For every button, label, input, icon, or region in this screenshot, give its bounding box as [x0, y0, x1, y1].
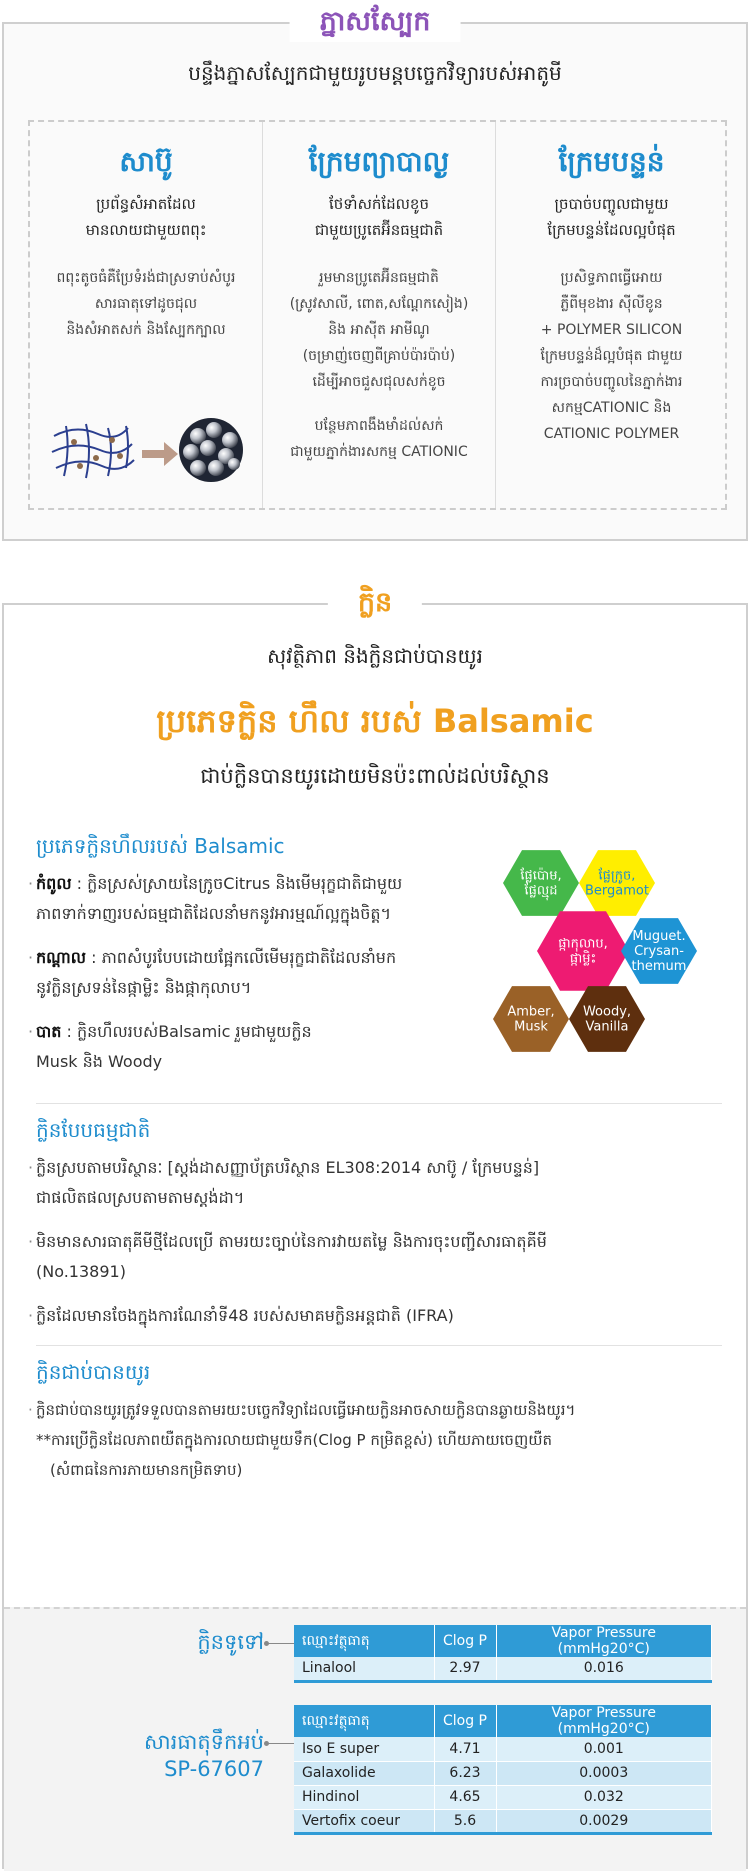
- comparison-tables: [4, 1607, 746, 1871]
- connector-dot: [264, 1641, 269, 1646]
- hexagon-apple: [503, 850, 579, 916]
- hexagon-label-line: Crysan-: [634, 944, 684, 959]
- fragrance-subhead: ជាប់ក្លិនបានយូរដោយមិនប៉ះពាល់ដល់បរិស្ថាន: [200, 764, 550, 788]
- hexagon-muguet-label: [632, 929, 687, 974]
- table-header-row: ឈ្មោះវត្ថុធាតុ Clog P Vapor Pressure (mmHg20°C): [294, 1705, 712, 1737]
- shampoo-column: [30, 122, 262, 508]
- hexagon-apple-label: [520, 867, 561, 901]
- lasting-heading: ក្លិនជាប់បានយូរ: [36, 1360, 151, 1384]
- connector-line: [266, 1743, 294, 1744]
- natural-item-1: · ក្លិនស្របតាមបរិស្ថានៈ [ស្តង់ដាសញ្ញាប័ត្របរិស្ថាន EL308:2014 សាប៊ូ / ក្រែមបន្ទន់] ជាផលិតផលស្របតាមតាមស្តង់ដា។: [36, 1153, 716, 1213]
- connector-line: [266, 1643, 294, 1644]
- note-middle: · កណ្តាល : ភាពសំបូរបែបដោយផ្អែកលើមើមរុក្ខជាតិដែលនាំមក នូវក្លិនស្រទន់នៃផ្កាម្លិះ និងផ្កាកុលាប។: [36, 943, 476, 1003]
- perfume-label: សារធាតុទឹកអប់ SP-67607: [144, 1730, 264, 1781]
- natural-heading: ក្លិនបែបធម្មជាតិ: [36, 1118, 151, 1142]
- shampoo-title: សាប៊ូ: [119, 145, 173, 178]
- conditioner-subtitle: ច្របាច់បញ្ចូលជាមួយ ក្រែមបន្ទន់ដែលល្អបំផុត: [547, 195, 676, 239]
- hexagon-label-line: themum: [631, 959, 687, 974]
- hexagon-citrus: [579, 850, 655, 916]
- fragrance-section: [2, 587, 748, 1869]
- hexagon-label-line: Amber,: [507, 1004, 555, 1020]
- hexagon-label-line: ផ្លែក្រូច,: [598, 868, 636, 884]
- membrane-section: [2, 6, 748, 541]
- general-fragrance-label: ក្លិនទូទៅ: [197, 1630, 264, 1654]
- treatment-description: រួមមានប្រូតេអ៊ីនធម្មជាតិ (ស្រូវសាលី, ពោត,សណ្តែកសៀង) និង អាស៊ីត អាមីណូ (ចម្រាញ់ចេញពីគ្រាប់ប៉ារប៉ាប់) ដើម្បីអាចជួសជុលសក់ខូច: [289, 270, 469, 390]
- fragrance-intro: សុវត្ថិភាព និងក្លិនជាប់បានយូរ: [267, 644, 483, 668]
- hexagon-label-line: ផ្លែប៉ោម,: [520, 868, 562, 884]
- fragrance-hexagon-chart: [491, 839, 731, 1079]
- membrane-title: ភ្នាសស្បែក: [290, 2, 461, 42]
- shampoo-description: ពពុះតូចធំគឺប្រែទំរង់ជាស្រទាប់សំបូរ សារធាតុទៅដូចជុល និងសំអាតសក់ និងស្បែកក្បាល: [56, 270, 236, 338]
- hexagon-label-line: Musk: [514, 1019, 548, 1035]
- note-top: · កំពូល : ក្លិនស្រស់ស្រាយនៃក្រូចCitrus និងមើមរុក្ខជាតិជាមួយ ភាពទាក់ទាញរបស់ធម្មជាតិដែលនាំមកនូវអារម្មណ៍ល្អក្នុងចិត្ត។: [36, 869, 476, 929]
- conditioner-column: [496, 122, 727, 508]
- hexagon-label-line: ផ្កាកុលាប,: [558, 936, 608, 952]
- hexagon-rose: [537, 911, 629, 991]
- conditioner-description: ប្រសិទ្ធភាពធ្វើអោយ ភ្លឺពីមុខងារ ស៊ីលីខូន + POLYMER SILICON ក្រែមបន្ទន់ដ៏ល្អបំផុត ជាមួយ ការច្របាច់បញ្ចូលនៃភ្នាក់ងារ សកម្មCATIONIC និង CATIONIC POLYMER: [540, 270, 683, 442]
- divider: [36, 1345, 722, 1346]
- fragrance-headline: ប្រភេទក្លិន ហឹល របស់ Balsamic: [156, 702, 594, 740]
- table-row: Galaxolide 6.23 0.0003: [294, 1761, 712, 1785]
- hexagon-label-line: Woody,: [582, 1004, 632, 1020]
- general-fragrance-table: [294, 1625, 712, 1683]
- product-panel: [28, 120, 727, 510]
- foam-illustration: [46, 406, 246, 486]
- natural-item-2: · មិនមានសារធាតុគីមីថ្មីដែលប្រើ តាមរយះច្បាប់នៃការវាយតម្លៃ និងការចុះបញ្ជីសារធាតុគីមី (No.13891): [36, 1227, 716, 1287]
- hexagon-woody-label: [583, 1005, 631, 1035]
- hexagon-label-line: ផ្កាម្លិះ: [569, 951, 597, 967]
- table-header-row: ឈ្មោះវត្ថុធាតុ Clog P Vapor Pressure (mmHg20°C): [294, 1625, 712, 1657]
- natural-item-3: · ក្លិនដែលមានចែងក្នុងការណែនាំទី48 របស់សមាគមក្លិនអន្តជាតិ (IFRA): [36, 1301, 716, 1331]
- table-row: Linalool 2.97 0.016: [294, 1657, 712, 1681]
- treatment-column: [262, 122, 496, 508]
- hexagon-amber-label: [507, 1005, 554, 1035]
- hexagon-label-line: Muguet.: [632, 929, 686, 944]
- treatment-subtitle: ថែទាំសក់ដែលខូច ជាមួយប្រូតេអ៊ីនធម្មជាតិ: [314, 195, 444, 239]
- conditioner-title: ក្រែមបន្ទន់: [558, 145, 665, 178]
- hexagon-woody: [569, 986, 645, 1052]
- lasting-text: · ក្លិនជាប់បានយូរត្រូវទទួលបានតាមរយះបច្ចេកវិទ្យាដែលធ្វើអោយក្លិនអាចសាយក្លិនបានឆ្ងាយនិងយូរ។ **ការប្រើក្លិនដែលភាពយឺតក្នុងការលាយជាមួយទឹក(Clog P កម្រិតខ្ពស់) ហើយភាយចេញយឺត (សំពាធនៃការភាយមានកម្រិតទាប): [36, 1395, 726, 1485]
- connector-dot: [264, 1741, 269, 1746]
- hexagon-label-line: Vanilla: [585, 1019, 629, 1035]
- hexagon-label-line: ផ្លែល្មុដ: [524, 883, 558, 899]
- table-row: Vertofix coeur 5.6 0.0029: [294, 1809, 712, 1833]
- treatment-extra: បន្ថែមភាពងឹងមាំដល់សក់ ជាមួយភ្នាក់ងារសកម្ម CATIONIC: [290, 418, 468, 460]
- balsamic-heading: ប្រភេទក្លិនហឹលរបស់ Balsamic: [36, 834, 285, 858]
- membrane-intro: បន្ទឹងភ្នាសស្បែកជាមួយរូបមន្តបច្ចេកវិទ្យារបស់អាតូមី: [188, 61, 562, 85]
- perfume-table: [294, 1705, 712, 1835]
- note-base: · បាត : ក្លិនហឹលរបស់Balsamic រួមជាមួយក្លិន Musk និង Woody: [36, 1017, 476, 1077]
- fragrance-title: ក្លិន: [328, 583, 422, 623]
- shampoo-subtitle: ប្រព័ន្ធសំអាតដែល មានលាយជាមួយពពុះ: [85, 195, 207, 239]
- table-row: Iso E super 4.71 0.001: [294, 1737, 712, 1761]
- hexagon-label-line: Bergamot: [585, 883, 649, 899]
- hexagon-amber: [493, 986, 569, 1052]
- treatment-title: ក្រែមព្យាបាល្ង: [308, 145, 450, 178]
- table-row: Hindinol 4.65 0.032: [294, 1785, 712, 1809]
- divider: [36, 1103, 722, 1104]
- hexagon-muguet: [621, 918, 697, 984]
